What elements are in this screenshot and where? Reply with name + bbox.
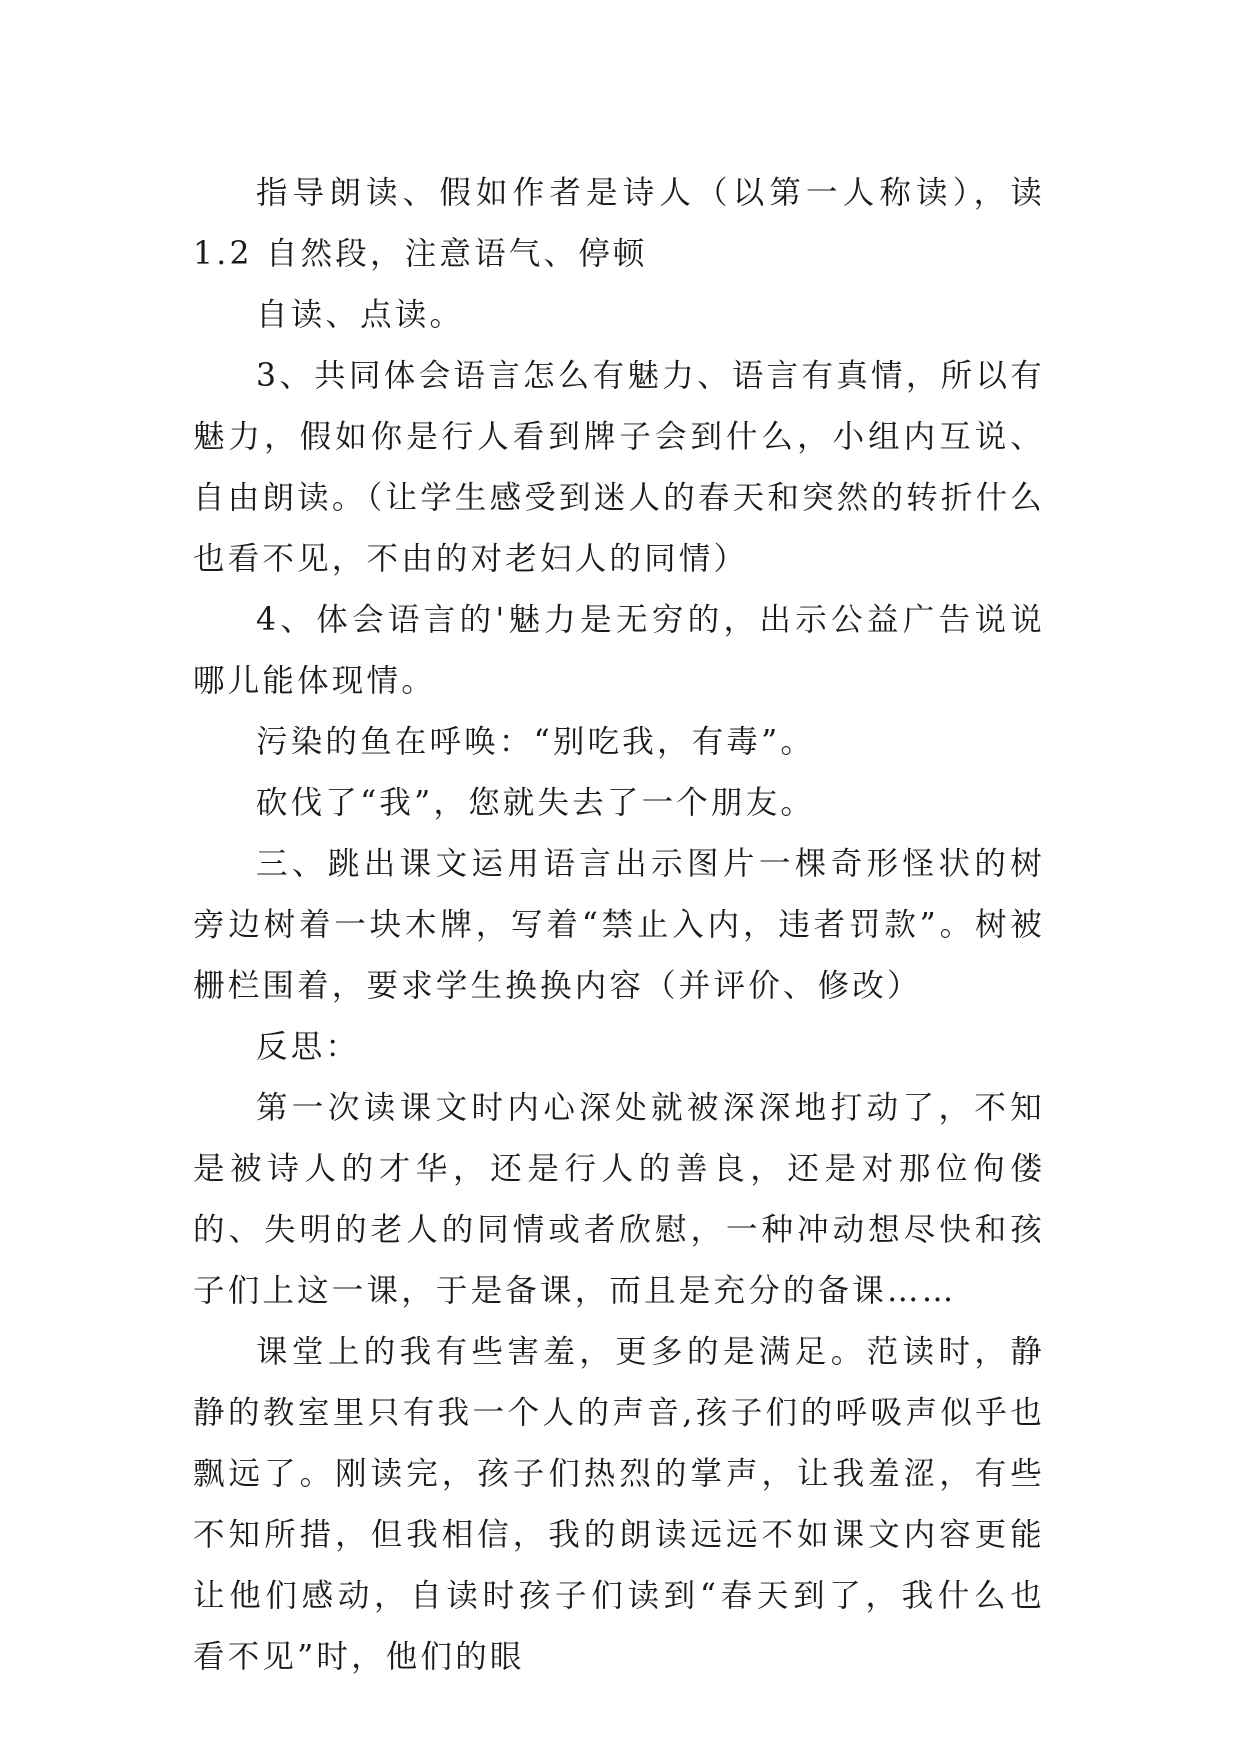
paragraph-10: 课堂上的我有些害羞，更多的是满足。范读时，静静的教室里只有我一个人的声音,孩子们的呼吸声似乎也飘远了。刚读完，孩子们热烈的掌声，让我羞涩，有些不知所措，但我相信，我的朗读远远不如课文内容更能让他们感动，自读时孩子们读到“春天到了，我什么也看不见”时，他们的眼 xyxy=(193,1334,1045,1675)
paragraph-9: 第一次读课文时内心深处就被深深地打动了，不知是被诗人的才华，还是行人的善良，还是对那位佝偻的、失明的老人的同情或者欣慰，一种冲动想尽快和孩子们上这一课，于是备课，而且是充分的备课…… xyxy=(193,1090,1045,1309)
paragraph-2: 自读、点读。 xyxy=(256,297,465,333)
paragraph-6: 砍伐了“我”，您就失去了一个朋友。 xyxy=(256,785,816,821)
paragraph-1: 指导朗读、假如作者是诗人（以第一人称读），读 1.2 自然段，注意语气、停顿 xyxy=(193,175,1045,272)
paragraph-7: 三、跳出课文运用语言出示图片一棵奇形怪状的树旁边树着一块木牌，写着“禁止入内，违者罚款”。树被栅栏围着，要求学生换换内容（并评价、修改） xyxy=(193,846,1045,1004)
paragraph-5: 污染的鱼在呼唤：“别吃我，有毒”。 xyxy=(256,724,816,760)
paragraph-3: 3、共同体会语言怎么有魅力、语言有真情，所以有魅力，假如你是行人看到牌子会到什么，小组内互说、自由朗读。（让学生感受到迷人的春天和突然的转折什么也看不见，不由的对老妇人的同情） xyxy=(193,358,1045,577)
document-body xyxy=(193,163,1045,1688)
paragraph-8: 反思： xyxy=(256,1029,361,1065)
paragraph-4: 4、体会语言的'魅力是无穷的，出示公益广告说说哪儿能体现情。 xyxy=(193,602,1045,699)
